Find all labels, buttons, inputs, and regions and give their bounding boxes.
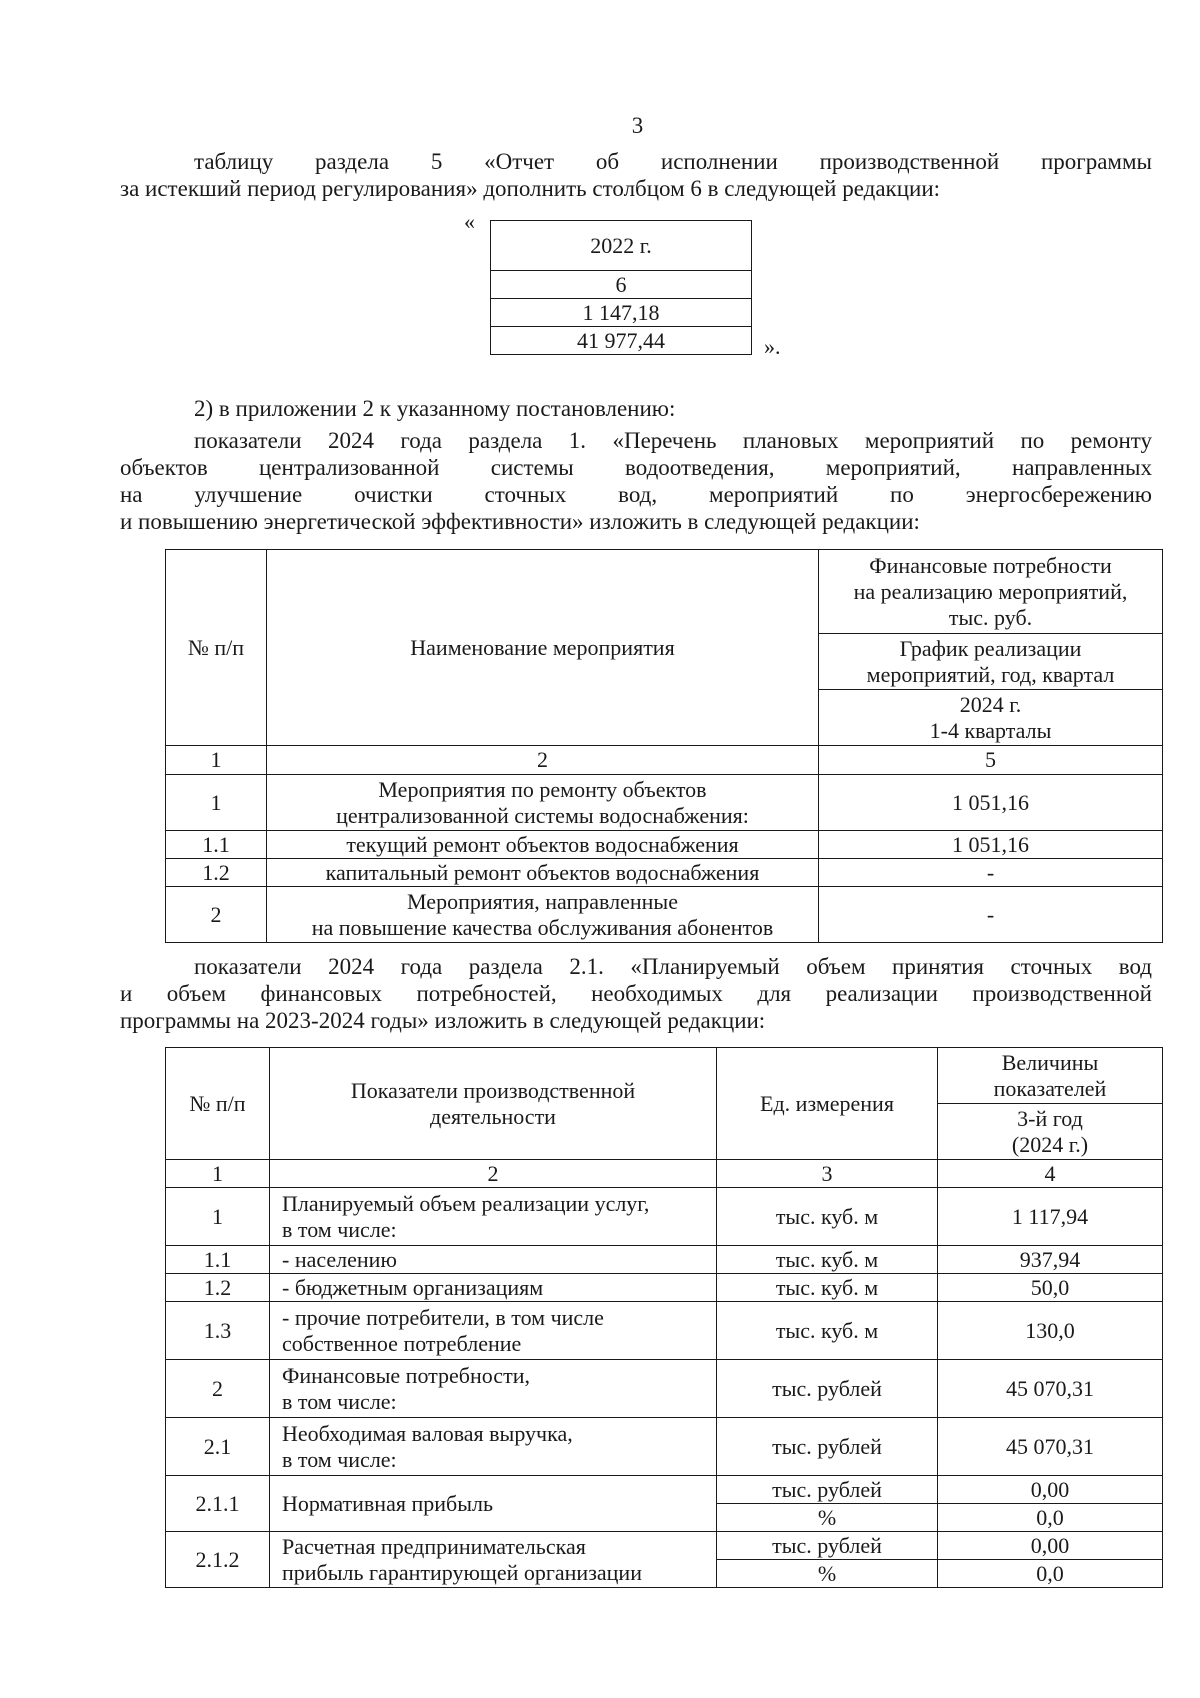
- row-name: Мероприятия, направленные на повышение качества обслуживания абонентов: [267, 887, 819, 943]
- row-name: - бюджетным организациям: [270, 1274, 717, 1302]
- table-row: [166, 831, 1163, 859]
- row-value: 1 117,94: [938, 1188, 1163, 1246]
- small-table-cell: 1 147,18: [491, 299, 752, 327]
- column-number: 1: [166, 746, 267, 775]
- column-number: 2: [267, 746, 819, 775]
- table-row: [166, 775, 1163, 831]
- row-value: 50,0: [938, 1274, 1163, 1302]
- row-value: 130,0: [938, 1302, 1163, 1360]
- paragraph-line: 2) в приложении 2 к указанному постановлению:: [194, 396, 676, 421]
- row-unit: тыс. куб. м: [717, 1274, 938, 1302]
- paragraph-appendix: [120, 395, 1152, 422]
- header-number: № п/п: [166, 550, 267, 746]
- paragraph-line: и объем финансовых потребностей, необходимых для реализации производственной: [120, 981, 1152, 1006]
- row-value: -: [819, 887, 1163, 943]
- row-unit: тыс. рублей: [717, 1418, 938, 1476]
- header-unit: Ед. измерения: [717, 1048, 938, 1160]
- paragraph-line: показатели 2024 года раздела 1. «Перечень плановых мероприятий по ремонту: [194, 428, 1152, 453]
- row-name: Мероприятия по ремонту объектов централизованной системы водоснабжения:: [267, 775, 819, 831]
- table-row: [166, 1476, 1163, 1504]
- column-number: 2: [270, 1160, 717, 1188]
- row-unit: тыс. куб. м: [717, 1188, 938, 1246]
- column-number: 4: [938, 1160, 1163, 1188]
- row-name: - населению: [270, 1246, 717, 1274]
- row-name: Нормативная прибыль: [270, 1476, 717, 1532]
- row-value: 0,00: [938, 1532, 1163, 1560]
- paragraph-line: таблицу раздела 5 «Отчет об исполнении производственной программы: [194, 149, 1152, 174]
- row-number: 1.1: [166, 1246, 270, 1274]
- paragraph-table-amendment: [120, 148, 1152, 202]
- row-value: 0,0: [938, 1504, 1163, 1532]
- small-table-cell: 6: [491, 271, 752, 299]
- small-table-cell: 41 977,44: [491, 327, 752, 355]
- row-unit: тыс. рублей: [717, 1360, 938, 1418]
- paragraph-section-1: [120, 427, 1152, 535]
- row-value: 937,94: [938, 1246, 1163, 1274]
- paragraph-line: показатели 2024 года раздела 2.1. «Планируемый объем принятия сточных вод: [194, 954, 1152, 979]
- paragraph-line: и повышению энергетической эффективности» изложить в следующей редакции:: [120, 509, 920, 534]
- row-unit: %: [717, 1560, 938, 1588]
- paragraph-line: на улучшение очистки сточных вод, мероприятий по энергосбережению: [120, 482, 1152, 507]
- row-number: 1: [166, 1188, 270, 1246]
- row-name: текущий ремонт объектов водоснабжения: [267, 831, 819, 859]
- measures-table: [165, 549, 1163, 943]
- row-number: 1.2: [166, 1274, 270, 1302]
- indicators-table: [165, 1047, 1163, 1588]
- row-unit: тыс. рублей: [717, 1532, 938, 1560]
- row-number: 1: [166, 775, 267, 831]
- row-name: Планируемый объем реализации услуг, в том числе:: [270, 1188, 717, 1246]
- header-schedule: График реализации мероприятий, год, квартал: [819, 634, 1163, 690]
- small-table: [490, 220, 752, 355]
- row-value: 0,0: [938, 1560, 1163, 1588]
- paragraph-line: за истекший период регулирования» дополнить столбцом 6 в следующей редакции:: [120, 176, 941, 201]
- row-value: 45 070,31: [938, 1360, 1163, 1418]
- table-row: [166, 1188, 1163, 1246]
- header-number: № п/п: [166, 1048, 270, 1160]
- header-year: 3-й год (2024 г.): [938, 1104, 1163, 1160]
- table-row: [166, 1274, 1163, 1302]
- column-number: 3: [717, 1160, 938, 1188]
- row-number: 2: [166, 1360, 270, 1418]
- row-unit: тыс. куб. м: [717, 1246, 938, 1274]
- row-name: - прочие потребители, в том числе собственное потребление: [270, 1302, 717, 1360]
- paragraph-line: объектов централизованной системы водоотведения, мероприятий, направленных: [120, 455, 1152, 480]
- header-year: 2024 г. 1-4 кварталы: [819, 690, 1163, 746]
- row-number: 1.3: [166, 1302, 270, 1360]
- row-value: 1 051,16: [819, 831, 1163, 859]
- row-number: 1.1: [166, 831, 267, 859]
- header-financial-needs: Финансовые потребности на реализацию мероприятий, тыс. руб.: [819, 550, 1163, 634]
- row-value: 0,00: [938, 1476, 1163, 1504]
- row-name: Необходимая валовая выручка, в том числе:: [270, 1418, 717, 1476]
- row-unit: тыс. куб. м: [717, 1302, 938, 1360]
- table-row: [166, 1532, 1163, 1560]
- row-name: Расчетная предпринимательская прибыль гарантирующей организации: [270, 1532, 717, 1588]
- row-value: 1 051,16: [819, 775, 1163, 831]
- row-number: 1.2: [166, 859, 267, 887]
- close-quote: ».: [764, 334, 781, 359]
- row-number: 2.1: [166, 1418, 270, 1476]
- row-name: Финансовые потребности, в том числе:: [270, 1360, 717, 1418]
- row-value: -: [819, 859, 1163, 887]
- small-table-header: 2022 г.: [491, 221, 752, 271]
- paragraph-section-2-1: [120, 953, 1152, 1034]
- paragraph-line: программы на 2023-2024 годы» изложить в следующей редакции:: [120, 1008, 766, 1033]
- table-row: [166, 859, 1163, 887]
- table-row: [166, 1246, 1163, 1274]
- table-row: [166, 1360, 1163, 1418]
- header-measure-name: Наименование мероприятия: [267, 550, 819, 746]
- row-number: 2.1.2: [166, 1532, 270, 1588]
- table-row: [166, 1302, 1163, 1360]
- column-number: 5: [819, 746, 1163, 775]
- row-unit: %: [717, 1504, 938, 1532]
- column-number: 1: [166, 1160, 270, 1188]
- row-unit: тыс. рублей: [717, 1476, 938, 1504]
- row-number: 2.1.1: [166, 1476, 270, 1532]
- table-row: [166, 887, 1163, 943]
- row-value: 45 070,31: [938, 1418, 1163, 1476]
- row-name: капитальный ремонт объектов водоснабжения: [267, 859, 819, 887]
- table-row: [166, 1418, 1163, 1476]
- open-quote: «: [464, 209, 475, 234]
- row-number: 2: [166, 887, 267, 943]
- header-indicators: Показатели производственной деятельности: [270, 1048, 717, 1160]
- header-values: Величины показателей: [938, 1048, 1163, 1104]
- page-number: 3: [631, 113, 644, 138]
